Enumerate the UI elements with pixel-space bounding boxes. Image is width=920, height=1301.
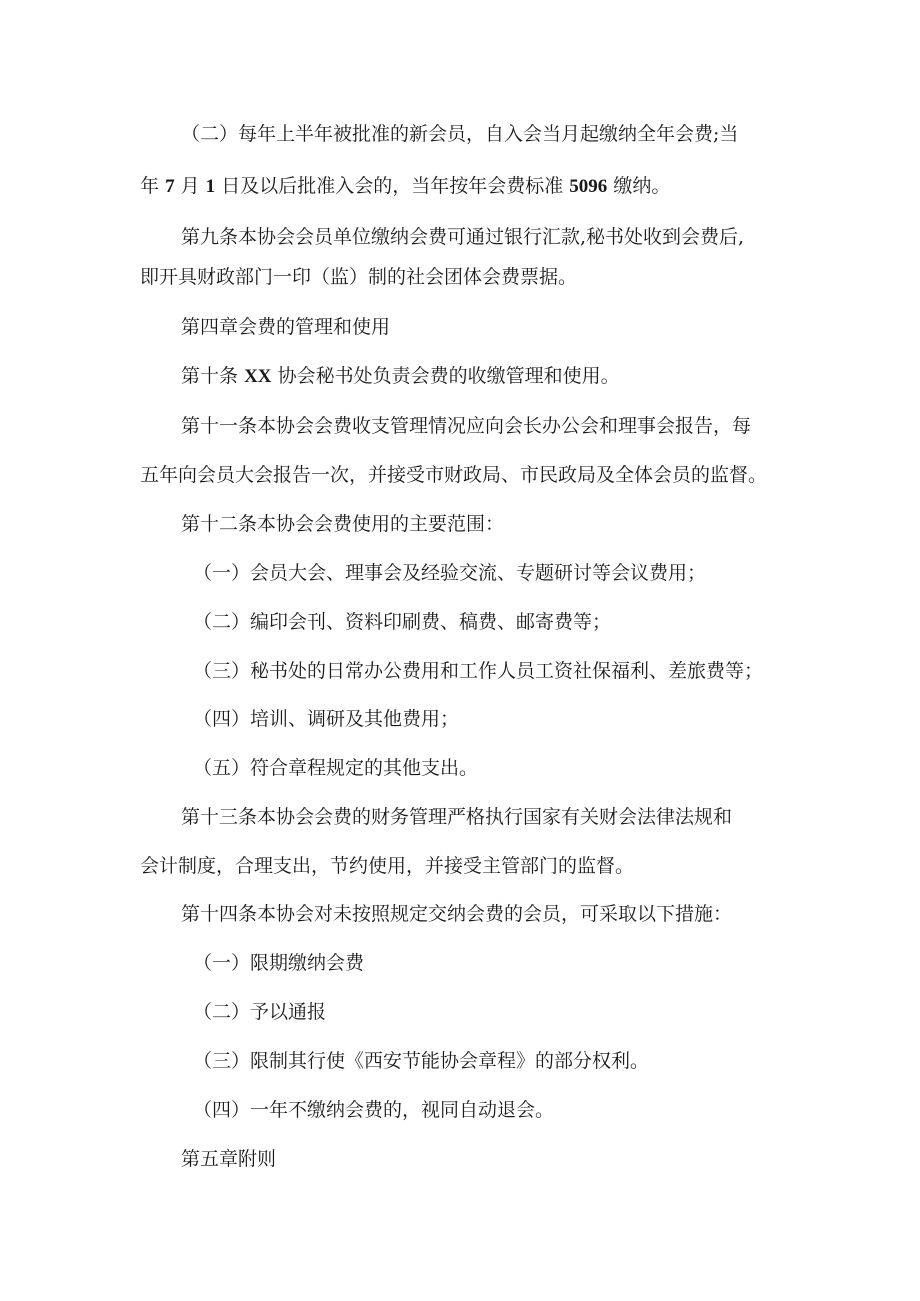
list-item: （一）会员大会、理事会及经验交流、专题研讨等会议费用； <box>193 562 707 584</box>
chapter-4-heading: 第四章会费的管理和使用 <box>181 316 391 338</box>
article-11-line-2: 五年向会员大会报告一次，并接受市财政局、市民政局及全体会员的监督。 <box>140 464 768 486</box>
article-9-line-2: 即开具财政部门一印（监）制的社会团体会费票据。 <box>140 266 578 288</box>
text-run: 缴纳。 <box>613 175 671 197</box>
article-13-line-1: 第十三条本协会会费的财务管理严格执行国家有关财会法律法规和 <box>181 806 733 828</box>
list-item: （四）培训、调研及其他费用； <box>193 708 460 730</box>
text-run: 第十条 <box>181 365 239 387</box>
bold-abbrev: XX <box>244 366 272 387</box>
bold-number: 1 <box>205 176 216 197</box>
list-item: （三）限制其行使《西安节能协会章程》的部分权利。 <box>193 1050 650 1072</box>
text-run: 日及以后批准入会的，当年按年会费标准 <box>221 175 564 197</box>
article-13-line-2: 会计制度，合理支出，节约使用，并接受主管部门的监督。 <box>140 855 635 877</box>
article-11-line-1: 第十一条本协会会费收支管理情况应向会长办公会和理事会报告，每 <box>181 415 752 437</box>
list-item: （四）一年不缴纳会费的，视同自动退会。 <box>193 1099 555 1121</box>
chapter-5-heading: 第五章附则 <box>181 1148 277 1170</box>
list-item: （二）编印会刊、资料印刷费、稿费、邮寄费等； <box>193 611 612 633</box>
text-run: 协会秘书处负责会费的收缴管理和使用。 <box>277 365 620 387</box>
article-10 <box>181 350 620 403</box>
list-item: （三）秘书处的日常办公费用和工作人员工资社保福利、差旅费等； <box>193 660 764 682</box>
list-item: （一）限期缴纳会费 <box>193 952 365 974</box>
bold-number: 7 <box>165 176 175 197</box>
paragraph-line <box>140 160 670 213</box>
paragraph-line: （二）每年上半年被批准的新会员，自入会当月起缴纳全年会费;当 <box>181 123 739 145</box>
list-item: （五）符合章程规定的其他支出。 <box>193 757 479 779</box>
list-item: （二）予以通报 <box>193 1001 327 1023</box>
bold-number: 5096 <box>569 176 608 197</box>
article-14: 第十四条本协会对未按照规定交纳会费的会员，可采取以下措施： <box>181 903 733 925</box>
text-run: 年 <box>140 175 160 197</box>
article-12: 第十二条本协会会费使用的主要范围： <box>181 513 505 535</box>
text-run: 月 <box>180 175 200 197</box>
article-9-line-1: 第九条本协会会员单位缴纳会费可通过银行汇款,秘书处收到会费后, <box>181 226 745 248</box>
